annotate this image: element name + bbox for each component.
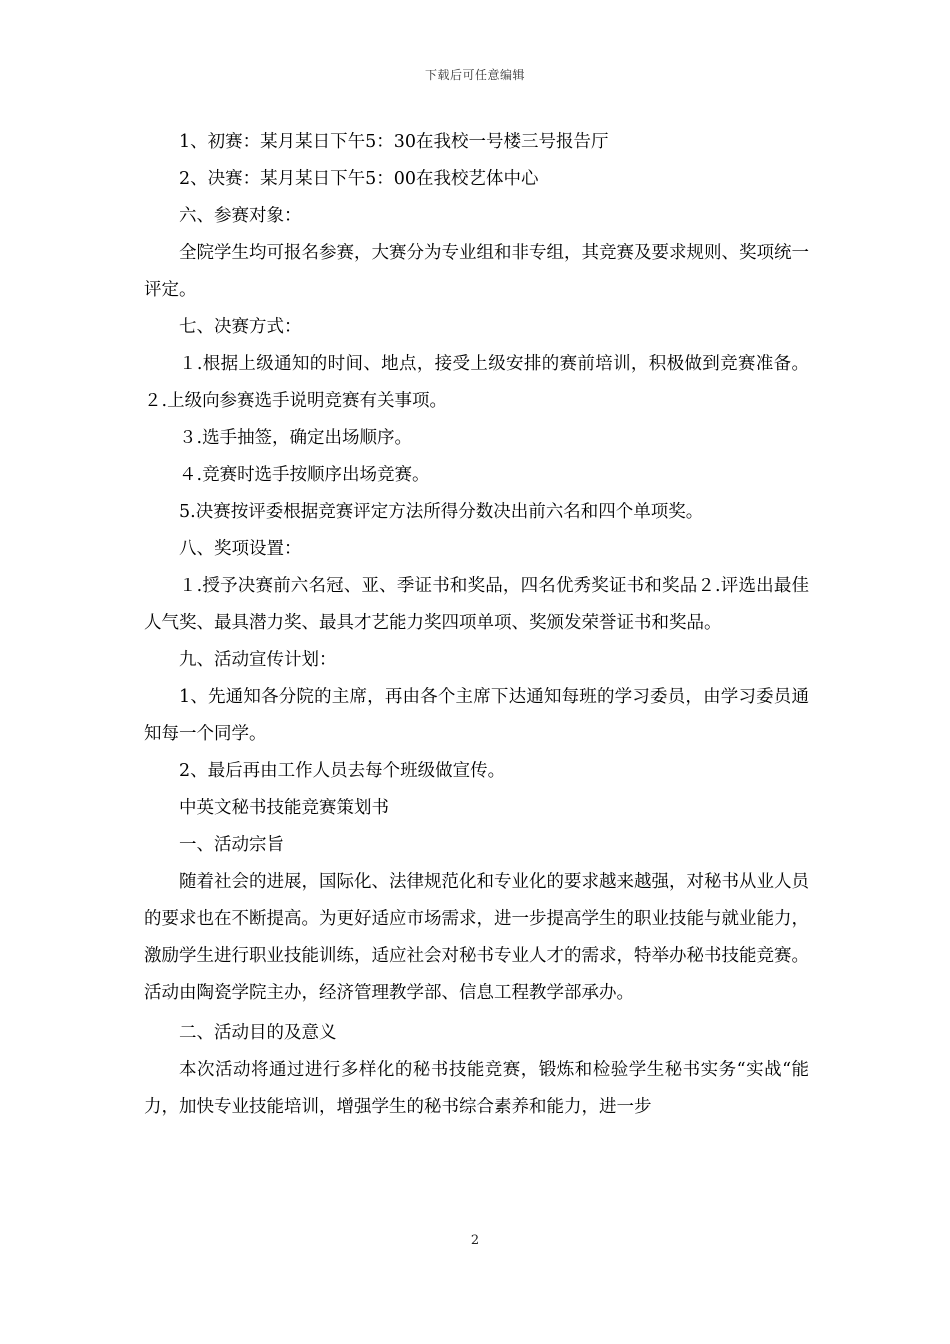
heading-participants: 六、参赛对象： xyxy=(179,206,302,226)
heading-final-format: 七、决赛方式： xyxy=(179,317,302,337)
heading-purpose: 一、活动宗旨 xyxy=(179,835,284,855)
heading-awards: 八、奖项设置： xyxy=(179,539,302,559)
heading-publicity: 九、活动宣传计划： xyxy=(179,650,337,670)
paragraph-preliminary: 1、初赛：某月某日下午5：30在我校一号楼三号报告厅 xyxy=(179,132,609,152)
paragraph-publicity-1: 1、先通知各分院的主席，再由各个主席下达通知每班的学习委员，由学习委员通知每一个同学。 xyxy=(144,687,809,744)
section-title: 中英文秘书技能竞赛策划书 xyxy=(179,798,389,818)
document-body xyxy=(144,124,809,1126)
paragraph-awards: １.授予决赛前六名冠、亚、季证书和奖品，四名优秀奖证书和奖品２.评选出最佳人气奖、最具潜力奖、最具才艺能力奖四项单项、奖颁发荣誉证书和奖品。 xyxy=(144,576,809,633)
paragraph-final-format-5: 5.决赛按评委根据竞赛评定方法所得分数决出前六名和四个单项奖。 xyxy=(179,502,704,522)
paragraph-final-format-3: ３.选手抽签，确定出场顺序。 xyxy=(179,428,413,448)
paragraph-purpose: 随着社会的进展，国际化、法律规范化和专业化的要求越来越强，对秘书从业人员的要求也在不断提高。为更好适应市场需求，进一步提高学生的职业技能与就业能力，激励学生进行职业技能训练，适应社会对秘书专业人才的需求，特举办秘书技能竞赛。活动由陶瓷学院主办，经济管理教学部、信息工程教学部承办。 xyxy=(144,872,809,1003)
paragraph-publicity-2: 2、最后再由工作人员去每个班级做宣传。 xyxy=(179,761,506,781)
heading-significance: 二、活动目的及意义 xyxy=(179,1023,337,1043)
paragraph-significance: 本次活动将通过进行多样化的秘书技能竞赛，锻炼和检验学生秘书实务“实战“能力，加快专业技能培训，增强学生的秘书综合素养和能力，进一步 xyxy=(144,1060,809,1117)
page-header: 下载后可任意编辑 xyxy=(424,68,525,82)
page-number: 2 xyxy=(470,1233,480,1248)
paragraph-final-format-4: ４.竞赛时选手按顺序出场竞赛。 xyxy=(179,465,430,485)
paragraph-final: 2、决赛：某月某日下午5：00在我校艺体中心 xyxy=(179,169,539,189)
paragraph-participants: 全院学生均可报名参赛，大赛分为专业组和非专组，其竞赛及要求规则、奖项统一评定。 xyxy=(144,243,809,300)
paragraph-final-format-1: １.根据上级通知的时间、地点，接受上级安排的赛前培训，积极做到竞赛准备。２.上级向参赛选手说明竞赛有关事项。 xyxy=(144,354,809,411)
